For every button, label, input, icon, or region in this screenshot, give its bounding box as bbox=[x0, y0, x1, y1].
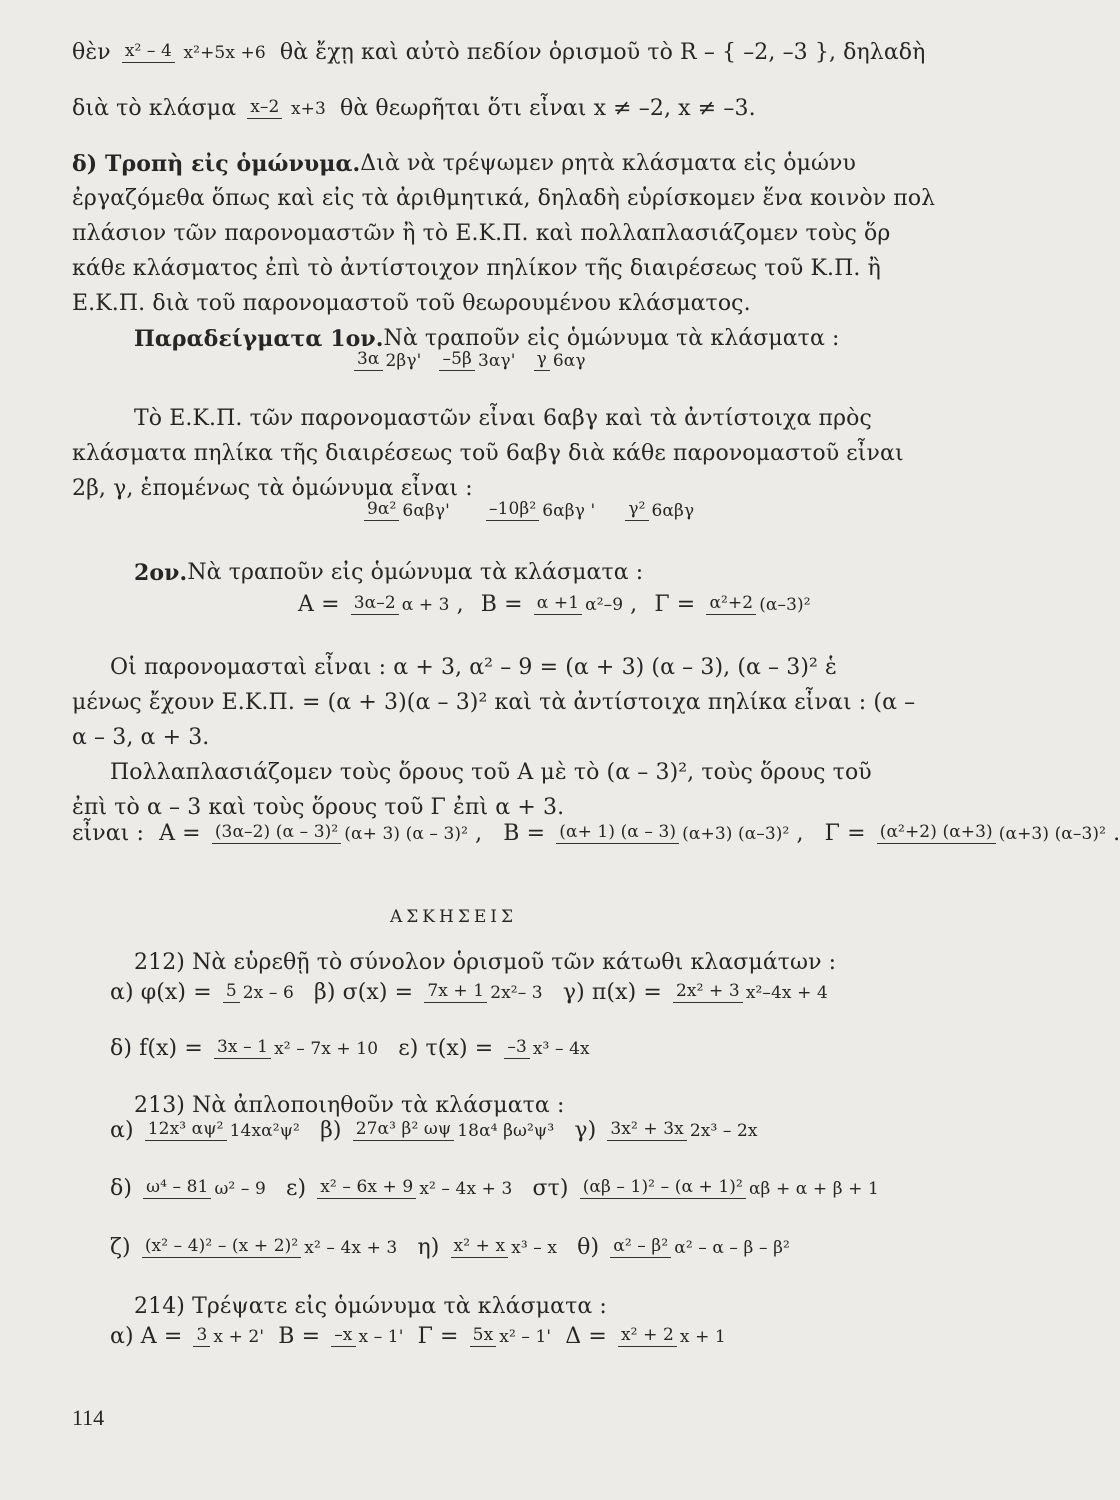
exercise-213-row-3 bbox=[110, 1237, 797, 1259]
exercise-212-row-2 bbox=[110, 1038, 597, 1060]
fraction bbox=[353, 1118, 558, 1142]
fraction bbox=[142, 1235, 401, 1259]
example-heading: 2ον. bbox=[134, 560, 188, 586]
numerator: 3x² + 3x bbox=[607, 1121, 686, 1142]
denominator: 3αγ' bbox=[477, 351, 516, 372]
numerator: x² + x bbox=[451, 1238, 509, 1259]
numerator: 3α bbox=[354, 351, 383, 372]
exercise-213-heading: 213) Νὰ ἀπλοποιηθοῦν τὰ κλάσματα : bbox=[134, 1093, 565, 1118]
denominator: x²+5x +6 bbox=[183, 43, 266, 64]
denominator: x² – 4x + 3 bbox=[304, 1238, 398, 1259]
label: στ) bbox=[532, 1176, 569, 1201]
example-2-fractions bbox=[298, 594, 818, 616]
label: Β = bbox=[278, 1324, 321, 1349]
fraction bbox=[351, 592, 453, 616]
numerator: x² – 4 bbox=[122, 43, 175, 64]
text-line-10: κλάσματα πηλίκα τῆς διαιρέσεως τοῦ 6αβγ διὰ κάθε παρονομαστοῦ εἶναι bbox=[72, 441, 904, 466]
text: θὰ ἔχῃ καὶ αὐτὸ πεδίον ὁρισμοῦ τὸ R – { –2, –3 }, δηλαδὴ bbox=[279, 40, 926, 65]
label: Γ = bbox=[824, 821, 866, 846]
label: α) bbox=[110, 1118, 134, 1143]
label: Γ = bbox=[417, 1324, 459, 1349]
numerator: (x² – 4)² – (x + 2)² bbox=[142, 1238, 301, 1259]
numerator: (αβ – 1)² – (α + 1)² bbox=[580, 1179, 746, 1200]
label: θ) bbox=[577, 1235, 600, 1260]
denominator: x + 1 bbox=[679, 1327, 726, 1348]
text-line-11: 2β, γ, ἑπομένως τὰ ὁμώνυμα εἶναι : bbox=[72, 476, 473, 501]
denominator: (α+ 3) (α – 3)² bbox=[344, 824, 469, 845]
example-2-heading-line bbox=[134, 562, 643, 584]
label: α) Α = bbox=[110, 1324, 183, 1349]
fraction bbox=[706, 592, 813, 616]
fraction bbox=[556, 821, 792, 845]
numerator: γ bbox=[534, 351, 550, 372]
numerator: γ² bbox=[625, 501, 648, 522]
separator: , bbox=[630, 592, 638, 617]
label: γ) π(x) = bbox=[562, 980, 662, 1005]
denominator: α²–9 bbox=[585, 595, 624, 616]
separator: , bbox=[456, 592, 464, 617]
denominator: x + 2' bbox=[213, 1327, 265, 1348]
numerator: α +1 bbox=[534, 595, 582, 616]
numerator: 27α³ β² ωψ bbox=[353, 1121, 455, 1142]
text-line-13: Οἱ παρονομασταὶ εἶναι : α + 3, α² – 9 = (α + 3) (α – 3), (α – 3)² ἑ bbox=[110, 655, 837, 680]
exercise-214-heading: 214) Τρέψατε εἰς ὁμώνυμα τὰ κλάσματα : bbox=[134, 1294, 607, 1319]
fraction bbox=[607, 1118, 760, 1142]
denominator: x³ – x bbox=[511, 1238, 558, 1259]
text-line-5: πλάσιον τῶν παρονομαστῶν ἢ τὸ Ε.Κ.Π. καὶ πολλαπλασιάζομεν τοὺς ὅρ bbox=[72, 221, 891, 246]
fraction bbox=[214, 1036, 381, 1060]
numerator: 5 bbox=[223, 983, 240, 1004]
text-line-2 bbox=[72, 98, 756, 120]
fraction bbox=[354, 348, 424, 372]
denominator: 6αβγ' bbox=[402, 501, 450, 522]
text-line-1 bbox=[72, 42, 925, 64]
numerator: 3 bbox=[193, 1327, 210, 1348]
text: θὰ θεωρῆται ὅτι εἶναι x ≠ –2, x ≠ –3. bbox=[340, 96, 756, 121]
text: διὰ τὸ κλάσμα bbox=[72, 96, 237, 121]
text-line-9: Τὸ Ε.Κ.Π. τῶν παρονομαστῶν εἶναι 6αβγ καὶ τὰ ἀντίστοιχα πρὸς bbox=[134, 406, 872, 431]
fraction bbox=[364, 498, 453, 522]
label: Γ = bbox=[654, 592, 696, 617]
fraction bbox=[486, 498, 598, 522]
numerator: 9α² bbox=[364, 501, 399, 522]
exercise-212-heading: 212) Νὰ εὑρεθῇ τὸ σύνολον ὁρισμοῦ τῶν κάτωθι κλασμάτων : bbox=[134, 950, 837, 975]
denominator: 2βγ' bbox=[385, 351, 422, 372]
fraction bbox=[673, 980, 831, 1004]
label: η) bbox=[417, 1235, 440, 1260]
label: Α = bbox=[298, 592, 340, 617]
denominator: αβ + α + β + 1 bbox=[748, 1179, 879, 1200]
denominator: 2x³ – 2x bbox=[689, 1121, 758, 1142]
fraction bbox=[331, 1324, 406, 1348]
text-line-17: ἐπὶ τὸ α – 3 καὶ τοὺς ὅρους τοῦ Γ ἐπὶ α + 3. bbox=[72, 795, 565, 820]
numerator: α²+2 bbox=[706, 595, 756, 616]
text-line-16: Πολλαπλασιάζομεν τοὺς ὅρους τοῦ Α μὲ τὸ (α – 3)², τοὺς ὅρους τοῦ bbox=[110, 760, 872, 785]
label: Β = bbox=[503, 821, 546, 846]
fraction bbox=[451, 1235, 561, 1259]
fraction bbox=[317, 1176, 515, 1200]
numerator: 2x² + 3 bbox=[673, 983, 743, 1004]
denominator: x² – 1' bbox=[499, 1327, 552, 1348]
label: ζ) bbox=[110, 1235, 131, 1260]
denominator: (α–3)² bbox=[759, 595, 811, 616]
label: Β = bbox=[480, 592, 523, 617]
exercise-212-row-1 bbox=[110, 982, 835, 1004]
text-line-14: μένως ἔχουν Ε.Κ.Π. = (α + 3)(α – 3)² καὶ τὰ ἀντίστοιχα πηλίκα εἶναι : (α – bbox=[72, 690, 916, 715]
denominator: x – 1' bbox=[358, 1327, 404, 1348]
example-1-fractions bbox=[350, 350, 593, 372]
denominator: α² – α – β – β² bbox=[674, 1238, 790, 1259]
text-line-15: α – 3, α + 3. bbox=[72, 725, 210, 750]
text-line-4: ἐργαζόμεθα ὅπως καὶ εἰς τὰ ἀριθμητικά, δηλαδὴ εὑρίσκομεν ἕνα κοινὸν πολ bbox=[72, 186, 936, 211]
numerator: α² – β² bbox=[610, 1238, 671, 1259]
denominator: x³ – 4x bbox=[532, 1039, 590, 1060]
fraction bbox=[247, 96, 329, 120]
numerator: –3 bbox=[504, 1039, 530, 1060]
text: εἶναι : bbox=[72, 821, 144, 846]
exercise-213-row-2 bbox=[110, 1178, 886, 1200]
denominator: ω² – 9 bbox=[214, 1179, 266, 1200]
denominator: 6αβγ ' bbox=[542, 501, 596, 522]
numerator: (3α–2) (α – 3)² bbox=[212, 824, 341, 845]
example-heading: Παραδείγματα 1ον. bbox=[134, 326, 384, 352]
numerator: x² – 6x + 9 bbox=[317, 1179, 416, 1200]
fraction bbox=[610, 1235, 793, 1259]
denominator: (α+3) (α–3)² bbox=[682, 824, 790, 845]
label: α) φ(x) = bbox=[110, 980, 212, 1005]
text: Νὰ τραποῦν εἰς ὁμώνυμα τὰ κλάσματα : bbox=[383, 326, 840, 351]
denominator: x²–4x + 4 bbox=[745, 983, 828, 1004]
fraction bbox=[439, 348, 518, 372]
label: β) bbox=[320, 1118, 342, 1143]
fraction bbox=[143, 1176, 269, 1200]
page-number: 114 bbox=[72, 1405, 105, 1430]
fraction bbox=[193, 1324, 267, 1348]
fraction bbox=[424, 980, 545, 1004]
text-line-7: Ε.Κ.Π. διὰ τοῦ παρονομαστοῦ τοῦ θεωρουμένου κλάσματος. bbox=[72, 291, 751, 316]
text: Νὰ τραποῦν εἰς ὁμώνυμα τὰ κλάσματα : bbox=[187, 560, 644, 585]
fraction bbox=[877, 821, 1109, 845]
denominator: x² – 7x + 10 bbox=[274, 1039, 379, 1060]
denominator: 2x²– 3 bbox=[490, 983, 543, 1004]
exercise-214-row bbox=[110, 1326, 733, 1348]
fraction bbox=[625, 498, 697, 522]
exercises-title: ΑΣΚΗΣΕΙΣ bbox=[390, 907, 517, 927]
example-2-result bbox=[72, 823, 1120, 845]
separator: , bbox=[796, 821, 804, 846]
example-heading-line bbox=[134, 328, 840, 350]
numerator: (α+ 1) (α – 3) bbox=[556, 824, 679, 845]
fraction bbox=[534, 592, 626, 616]
fraction bbox=[504, 1036, 592, 1060]
fraction bbox=[212, 821, 471, 845]
denominator: (α+3) (α–3)² bbox=[998, 824, 1107, 845]
label: ε) τ(x) = bbox=[398, 1036, 494, 1061]
label: Α = bbox=[159, 821, 201, 846]
numerator: 12x³ αψ² bbox=[145, 1121, 227, 1142]
denominator: 6αβγ bbox=[651, 501, 695, 522]
fraction bbox=[534, 348, 589, 372]
exercise-213-row-1 bbox=[110, 1120, 765, 1142]
numerator: ω⁴ – 81 bbox=[143, 1179, 211, 1200]
fraction bbox=[223, 980, 297, 1004]
section-heading: δ) Τροπὴ εἰς ὁμώνυμα. bbox=[72, 151, 361, 177]
numerator: 3x – 1 bbox=[214, 1039, 271, 1060]
text: θὲν bbox=[72, 40, 111, 65]
denominator: 18α⁴ βω²ψ³ bbox=[457, 1121, 555, 1142]
label: γ) bbox=[574, 1118, 597, 1143]
text-line-6: κάθε κλάσματος ἐπὶ τὸ ἀντίστοιχον πηλίκον τῆς διαιρέσεως τοῦ Κ.Π. ἢ bbox=[72, 256, 881, 281]
denominator: 6αγ bbox=[552, 351, 586, 372]
denominator: α + 3 bbox=[401, 595, 450, 616]
numerator: –10β² bbox=[486, 501, 539, 522]
label: β) σ(x) = bbox=[314, 980, 414, 1005]
numerator: 3α–2 bbox=[351, 595, 399, 616]
numerator: 5x bbox=[470, 1327, 497, 1348]
fraction bbox=[470, 1324, 555, 1348]
label: ε) bbox=[285, 1176, 307, 1201]
fraction bbox=[122, 40, 269, 64]
fraction bbox=[618, 1324, 729, 1348]
denominator: 2x – 6 bbox=[242, 983, 294, 1004]
numerator: –x bbox=[331, 1327, 355, 1348]
numerator: x² + 2 bbox=[618, 1327, 677, 1348]
numerator: 7x + 1 bbox=[424, 983, 487, 1004]
numerator: –5β bbox=[439, 351, 474, 372]
separator: . bbox=[1113, 821, 1120, 846]
numerator: x–2 bbox=[247, 99, 282, 120]
fraction bbox=[145, 1118, 303, 1142]
denominator: 14xα²ψ² bbox=[229, 1121, 300, 1142]
label: Δ = bbox=[565, 1324, 607, 1349]
section-heading-line bbox=[72, 153, 856, 175]
numerator: (α²+2) (α+3) bbox=[877, 824, 996, 845]
fraction bbox=[580, 1176, 882, 1200]
label: δ) bbox=[110, 1176, 133, 1201]
text: Διὰ νὰ τρέψωμεν ρητὰ κλάσματα εἰς ὁμώνυ bbox=[360, 151, 856, 176]
denominator: x² – 4x + 3 bbox=[419, 1179, 513, 1200]
denominator: x+3 bbox=[290, 99, 326, 120]
separator: , bbox=[475, 821, 483, 846]
example-1-result bbox=[360, 500, 701, 522]
label: δ) f(x) = bbox=[110, 1036, 203, 1061]
